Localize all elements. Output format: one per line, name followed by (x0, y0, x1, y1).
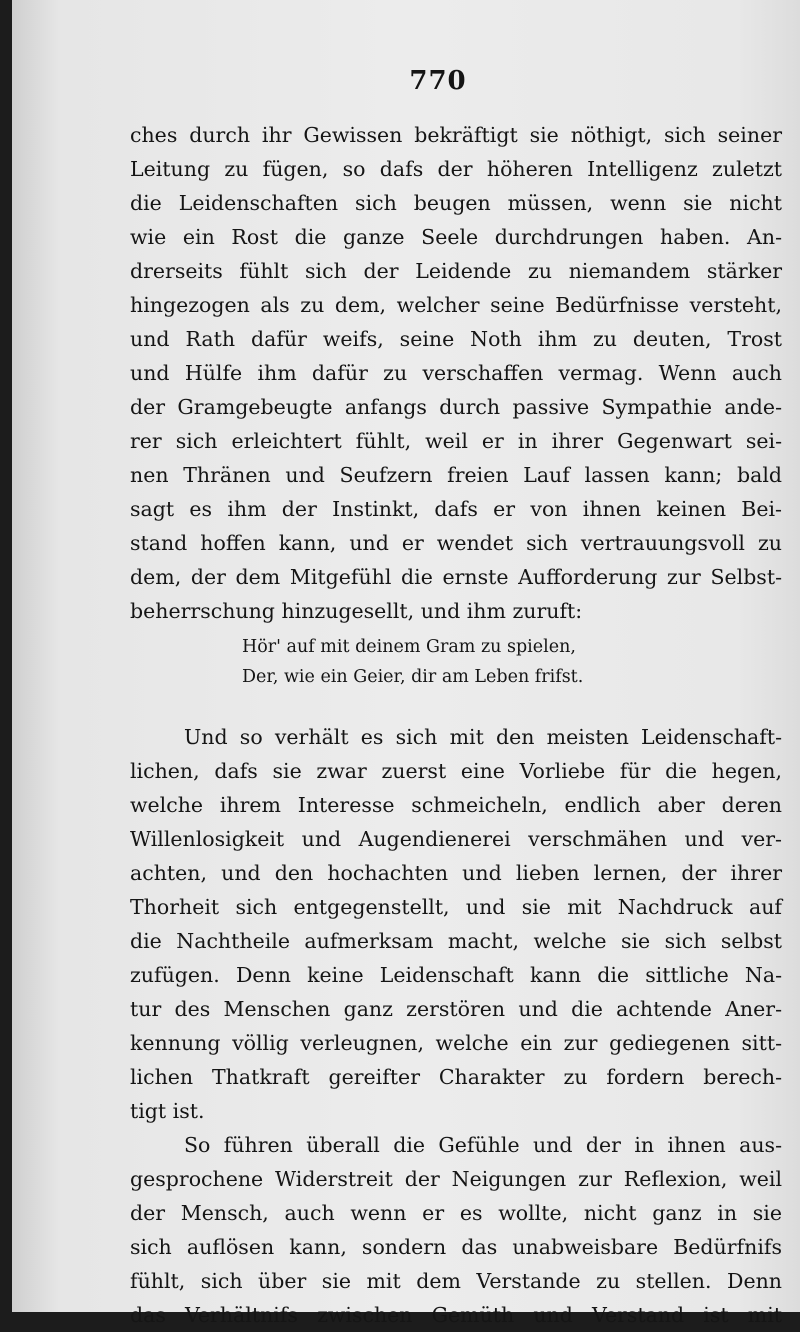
text-line: der Gramgebeugte anfangs durch passive Sympathie ande- (130, 395, 782, 419)
text-line: gesprochene Widerstreit der Neigungen zur Reflexion, weil (130, 1167, 782, 1191)
text-line: die Leidenschaften sich beugen müssen, wenn sie nicht (130, 191, 782, 215)
verse-quote (130, 632, 782, 692)
text-line: hingezogen als zu dem, welcher seine Bedürfnisse versteht, (130, 293, 782, 317)
text-line: So führen überall die Gefühle und der in ihnen aus- (184, 1133, 782, 1157)
text-line: Und so verhält es sich mit den meisten Leidenschaft- (184, 725, 782, 749)
text-line: Willenlosigkeit und Augendienerei verschmähen und ver- (130, 827, 782, 851)
text-line: stand hoffen kann, und er wendet sich vertrauungsvoll zu (130, 531, 782, 555)
text-line: dem, der dem Mitgefühl die ernste Aufforderung zur Selbst- (130, 565, 782, 589)
text-line: achten, und den hochachten und lieben lernen, der ihrer (130, 861, 782, 885)
paragraph-2 (130, 720, 782, 1128)
text-line: lichen, dafs sie zwar zuerst eine Vorliebe für die hegen, (130, 759, 782, 783)
paragraph-3 (130, 1128, 782, 1332)
text-line: rer sich erleichtert fühlt, weil er in ihrer Gegenwart sei- (130, 429, 782, 453)
text-line: das Verhältnifs zwischen Gemüth und Verstand ist mit (130, 1303, 782, 1327)
text-line: und Rath dafür weifs, seine Noth ihm zu deuten, Trost (130, 327, 782, 351)
verse-line: Der, wie ein Geier, dir am Leben frifst. (242, 667, 584, 687)
text-line: tigt ist. (130, 1099, 205, 1123)
text-line: tur des Menschen ganz zerstören und die achtende Aner- (130, 997, 782, 1021)
paragraph-gap (130, 696, 782, 720)
text-line: ches durch ihr Gewissen bekräftigt sie nöthigt, sich seiner (130, 123, 782, 147)
text-line: Leitung zu fügen, so dafs der höheren Intelligenz zuletzt (130, 157, 782, 181)
text-line: fühlt, sich über sie mit dem Verstande zu stellen. Denn (130, 1269, 782, 1293)
verse-line: Hör' auf mit deinem Gram zu spielen, (242, 637, 576, 657)
text-line: drerseits fühlt sich der Leidende zu niemandem stärker (130, 259, 782, 283)
text-line: zufügen. Denn keine Leidenschaft kann die sittliche Na- (130, 963, 782, 987)
text-line: und Hülfe ihm dafür zu verschaffen vermag. Wenn auch (130, 361, 782, 385)
text-line: der Mensch, auch wenn er es wollte, nicht ganz in sie (130, 1201, 782, 1225)
book-page (12, 0, 800, 1327)
text-line: kennung völlig verleugnen, welche ein zur gediegenen sitt- (130, 1031, 782, 1055)
body-text (130, 118, 782, 1332)
text-line: die Nachtheile aufmerksam macht, welche sie sich selbst (130, 929, 782, 953)
text-line: welche ihrem Interesse schmeicheln, endlich aber deren (130, 793, 782, 817)
paragraph-1 (130, 118, 782, 628)
text-line: lichen Thatkraft gereifter Charakter zu fordern berech- (130, 1065, 782, 1089)
text-line: wie ein Rost die ganze Seele durchdrungen haben. An- (130, 225, 782, 249)
page-number: 770 (409, 66, 467, 96)
text-line: nen Thränen und Seufzern freien Lauf lassen kann; bald (130, 463, 782, 487)
text-line: Thorheit sich entgegenstellt, und sie mit Nachdruck auf (130, 895, 782, 919)
text-line: beherrschung hinzugesellt, und ihm zuruft: (130, 599, 583, 623)
text-line: sich auflösen kann, sondern das unabweisbare Bedürfnifs (130, 1235, 782, 1259)
text-line: sagt es ihm der Instinkt, dafs er von ihnen keinen Bei- (130, 497, 782, 521)
